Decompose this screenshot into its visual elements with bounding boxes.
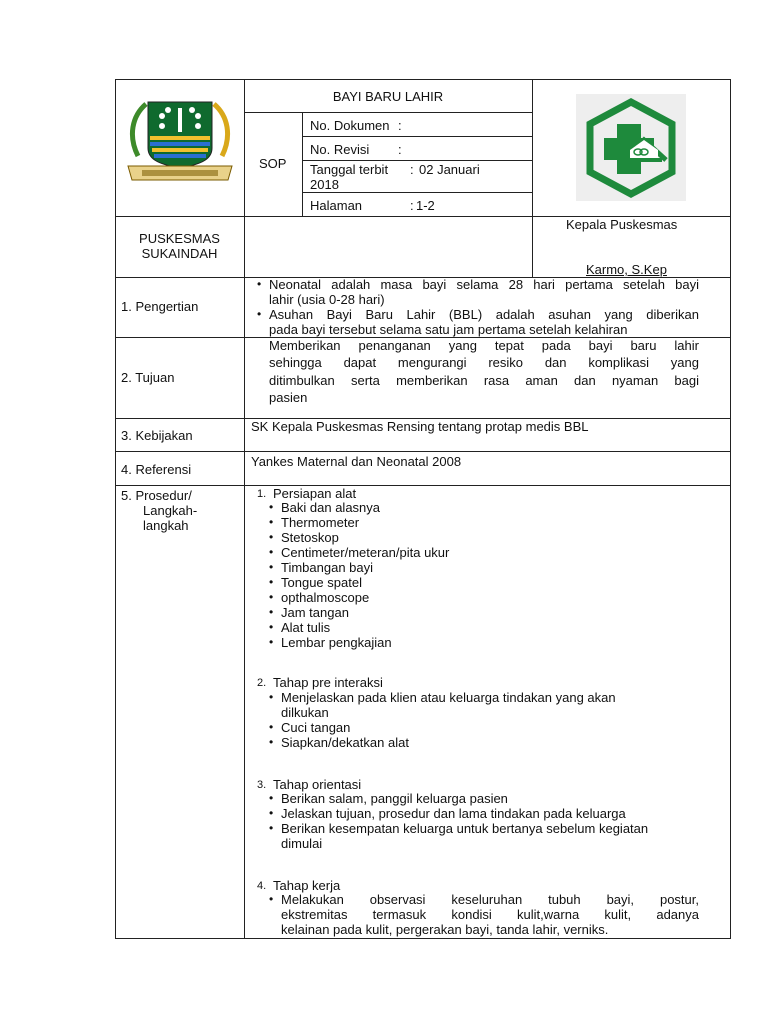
field-sep: : [398,142,402,157]
section-label-tujuan: 2. Tujuan [121,370,175,385]
step-number: 1. [257,488,267,500]
field-label: Halaman [310,198,363,213]
head-title: Kepala Puskesmas [566,217,678,232]
list-item: • Jam tangan [269,605,689,620]
document-title: BAYI BARU LAHIR [332,89,444,104]
list-item: • Jelaskan tujuan, prosedur dan lama tindakan pada keluarga [269,806,709,821]
regional-crest-logo [124,96,236,188]
field-value: 1-2 [416,198,435,213]
section-label-referensi: 4. Referensi [121,462,192,477]
section-label-prosedur-line2: Langkah- [143,503,198,518]
list-item: • Cuci tangan [269,720,699,735]
field-label: Tanggal terbit [310,162,389,177]
paragraph-line: Memberikan penanganan yang tepat pada bayi baru lahir [269,338,699,353]
list-item: • Stetoskop [269,530,689,545]
list-item-continuation: lahir (usia 0-28 hari) [269,292,385,307]
list-item: • Thermometer [269,515,689,530]
sop-label: SOP [259,156,287,171]
list-item: • opthalmoscope [269,590,689,605]
list-item: • Berikan kesempatan keluarga untuk bertanya sebelum kegiatan [269,821,709,836]
paragraph-line: ditimbulkan serta memberikan rasa aman dan nyaman bagi [269,373,699,388]
field-value-line2: 2018 [310,177,339,192]
field-sep: : [410,162,414,177]
step-title: Persiapan alat [273,486,357,501]
org-name-line2: SUKAINDAH [141,246,218,261]
list-item: • Alat tulis [269,620,689,635]
list-item: • Siapkan/dekatkan alat [269,735,699,750]
org-name-line1: PUSKESMAS [139,231,220,246]
list-item-continuation: dimulai [281,836,323,851]
step-number: 3. [257,779,267,791]
list-item: • Menjelaskan pada klien atau keluarga tindakan yang akan [269,690,699,705]
referensi-text: Yankes Maternal dan Neonatal 2008 [251,454,462,469]
list-item: • Neonatal adalah masa bayi selama 28 hari pertama setelah bayi [257,277,699,292]
step-number: 2. [257,677,267,689]
list-item: • Baki dan alasnya [269,500,689,515]
puskesmas-logo [576,94,686,201]
step-title: Tahap pre interaksi [273,675,383,690]
field-value: 02 Januari [419,162,480,177]
list-item: • Melakukan observasi keseluruhan tubuh bayi, postur, [269,892,699,907]
field-sep: : [398,118,402,133]
paragraph-line: ekstremitas termasuk kondisi kulit,warna kulit, adanya [281,907,699,922]
field-label: No. Dokumen [310,118,390,133]
paragraph-line: kelainan pada kulit, pergerakan bayi, tanda lahir, verniks. [281,922,609,937]
section-label-pengertian: 1. Pengertian [121,299,199,314]
list-item-continuation: dilkukan [281,705,329,720]
list-item: • Timbangan bayi [269,560,689,575]
step-title: Tahap kerja [273,878,341,893]
field-sep: : [410,198,414,213]
section-label-prosedur-line3: langkah [143,518,189,533]
section-label-kebijakan: 3. Kebijakan [121,428,193,443]
list-item: • Berikan salam, panggil keluarga pasien [269,791,709,806]
list-item: • Lembar pengkajian [269,635,689,650]
step-title: Tahap orientasi [273,777,362,792]
kebijakan-text: SK Kepala Puskesmas Rensing tentang protap medis BBL [251,419,589,434]
paragraph-line: pasien [269,390,308,405]
paragraph-line: sehingga dapat mengurangi resiko dan komplikasi yang [269,355,699,370]
list-item-continuation: pada bayi tersebut selama satu jam pertama setelah kelahiran [269,322,628,337]
field-label: No. Revisi [310,142,370,157]
list-item: • Centimeter/meteran/pita ukur [269,545,689,560]
list-item: • Tongue spatel [269,575,689,590]
list-item: • Asuhan Bayi Baru Lahir (BBL) adalah asuhan yang diberikan [257,307,699,322]
step-number: 4. [257,880,267,892]
section-label-prosedur: 5. Prosedur/ [121,488,192,503]
head-name: Karmo, S.Kep [586,262,667,277]
